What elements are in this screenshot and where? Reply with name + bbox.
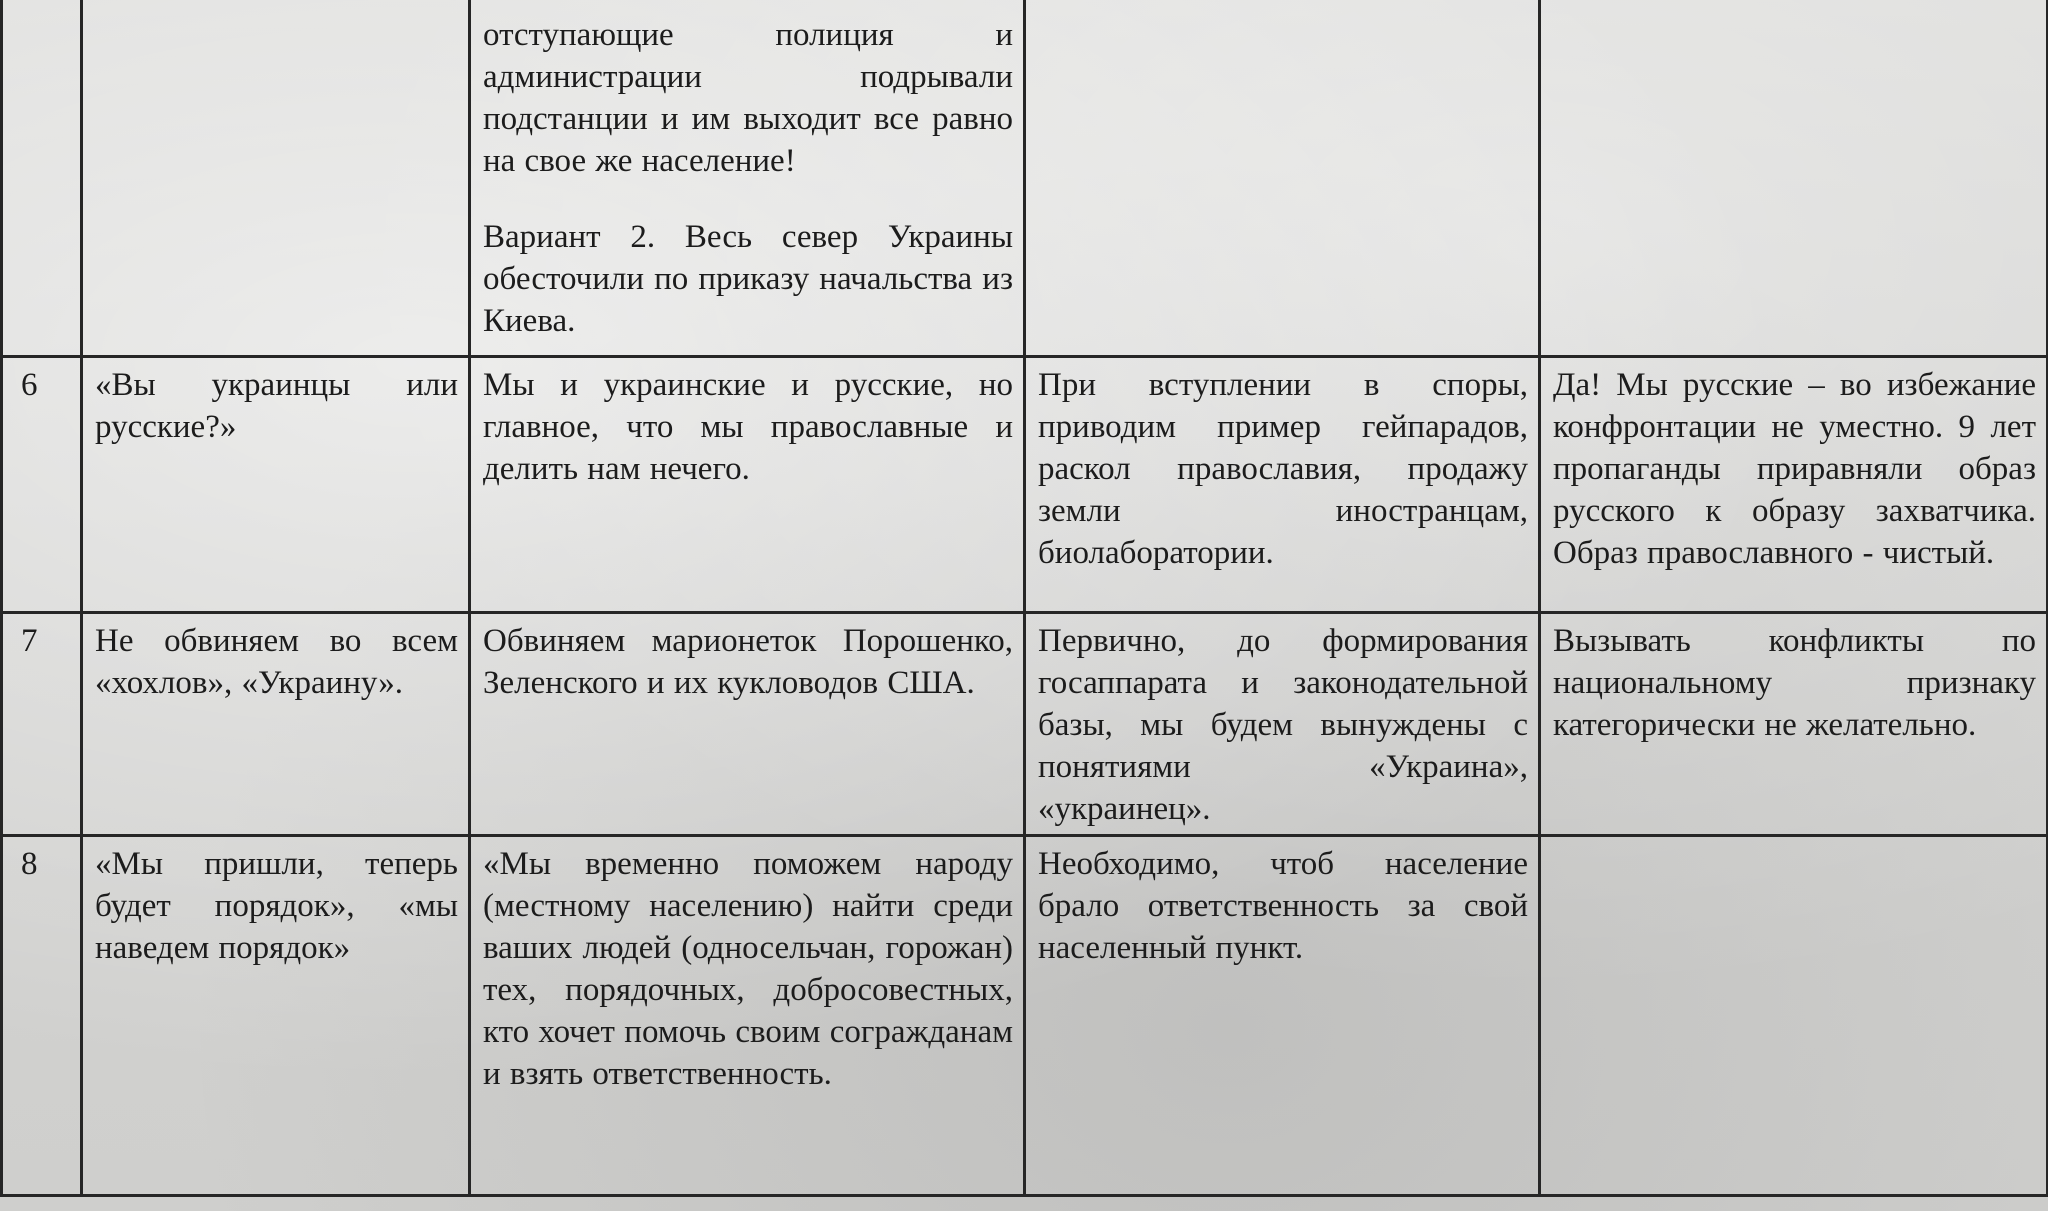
response-paragraph: Вариант 2. Весь север Украины обесточили по приказу начальства из Киева. [483, 219, 1013, 339]
phrase-cell: Не обвиняем во всем «хохлов», «Украину». [82, 612, 470, 835]
note-cell: Вызывать конфликты по национальному признаку категорически не желательно. [1540, 612, 2048, 835]
table-row [2, 356, 2048, 612]
note-cell: Да! Мы русские – во избежание конфронтации не уместно. 9 лет пропаганды приравняли образ русского к образу захватчика. Образ православного - чистый. [1540, 356, 2048, 612]
table-row [2, 612, 2048, 835]
response-paragraph: «Мы временно поможем народу (местному населению) найти среди ваших людей (односельчан, горожан) тех, порядочных, добросовестных, кто хочет помочь своим согражданам и взять ответственность. [483, 845, 1013, 1092]
phrase-cell: «Вы украинцы или русские?» [82, 356, 470, 612]
response-paragraph: Мы и украинские и русские, но главное, что мы православные и делить нам нечего. [483, 366, 1013, 487]
response-cell [470, 0, 1025, 356]
explanation-cell [1025, 0, 1540, 356]
response-cell [470, 356, 1025, 612]
explanation-cell: Необходимо, чтоб население брало ответственность за свой населенный пункт. [1025, 835, 1540, 1195]
response-paragraph: Обвиняем марионеток Порошенко, Зеленского и их кукловодов США. [483, 622, 1013, 701]
note-cell [1540, 0, 2048, 356]
row-number-cell: 7 [2, 612, 82, 835]
note-cell [1540, 835, 2048, 1195]
row-number-cell: 8 [2, 835, 82, 1195]
response-cell [470, 835, 1025, 1195]
table-row [2, 835, 2048, 1195]
phrase-cell [82, 0, 470, 356]
phrase-cell: «Мы пришли, теперь будет порядок», «мы наведем порядок» [82, 835, 470, 1195]
response-paragraph: отступающие полиция и администрации подрывали подстанции и им выходит все равно на свое же население! [483, 17, 1013, 179]
row-number-cell [2, 0, 82, 356]
table-row [2, 0, 2048, 356]
row-number-cell: 6 [2, 356, 82, 612]
explanation-cell: При вступлении в споры, приводим пример гейпарадов, раскол православия, продажу земли иностранцам, биолаборатории. [1025, 356, 1540, 612]
explanation-cell: Первично, до формирования госаппарата и законодательной базы, мы будем вынуждены с понятиями «Украина», «украинец». [1025, 612, 1540, 835]
response-cell [470, 612, 1025, 835]
